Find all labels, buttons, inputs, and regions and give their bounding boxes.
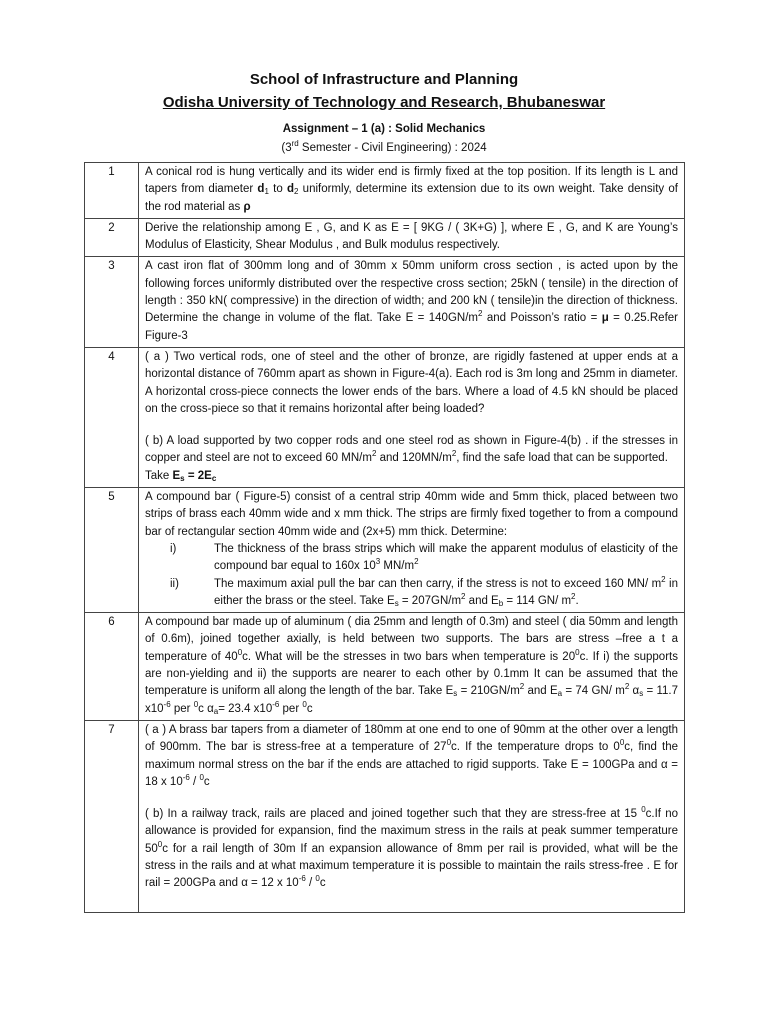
table-row: [85, 257, 685, 347]
semester-line: (3rd Semester - Civil Engineering) : 2024: [281, 139, 487, 154]
table-row: [85, 347, 685, 487]
questions-table: [84, 162, 685, 913]
question-number: 6: [85, 613, 139, 721]
question-part-a: ( a ) A brass bar tapers from a diameter of 180mm at one end to one of 90mm at the other over a length of 900mm. The bar is stress-free at a temperature of $27^0c$. If the temperature drops to $0^0c$, find the maximum normal stress on the bar if the ends are attached to rigid supports. Take E = 100GPa and α = 18 x $10^{-6} / ^0c$: [145, 723, 678, 788]
question-text: [139, 488, 685, 613]
question-part-b: ( b) In a railway track, rails are placed and joined together such that they are stress-free at 15 $^0$c.If no allowance is provided for expansion, find the maximum stress in the rails at peak summer temperature $50^0c$ for a rail length of 30m If an expansion allowance of 8mm per rail is provided, what will be the stress in the rails and at what maximum temperature it is possible to maintain the rails stress-free . E for rail = 200GPa and α = 12 x $10^{-6} / ^0c$: [145, 805, 678, 890]
question-part-a: ( a ) Two vertical rods, one of steel and the other of bronze, are rigidly fastened at upper ends at a horizontal distance of 760mm apart as shown in Figure-4(a). Each rod is 3m long and 25mm in diameter. A horizontal cross-piece connects the lower ends of the bars. Where a load of 4.5 kN should be placed on the cross-piece so that it remains horizontal after being loaded?: [145, 350, 678, 415]
question-text: Derive the relationship among E , G, and K as E = [ 9KG / ( 3K+G) ], where E , G, and K are Young’s Modulus of Elasticity, Shear Modulus , and Bulk modulus respectively.: [139, 218, 685, 257]
university-name: Odisha University of Technology and Research, Bhubaneswar: [162, 94, 606, 111]
document-header: [0, 70, 768, 156]
question-part-b: ( b) A load supported by two copper rods and one steel rod as shown in Figure-4(b) . if the stresses in copper and steel are not to exceed 60 $MN/m^2$ and $120MN/m^2$, find the safe load that can be supported.: [145, 435, 678, 465]
list-item: i) The thickness of the brass strips which will make the apparent modulus of elasticity of the compound bar equal to 160x $10^3$ $MN/m^2$: [170, 542, 678, 573]
question-number: 1: [85, 163, 139, 219]
question-number: 7: [85, 720, 139, 912]
question-number: 5: [85, 488, 139, 613]
question-text: A conical rod is hung vertically and its wider end is firmly fixed at the top position. If its length is L and tapers from diameter $d_1$ to $d_2$ uniformly, determine its extension due to its own weight. Take density of the rod material as ρ: [139, 163, 685, 219]
assignment-title: Assignment – 1 (a) : Solid Mechanics: [282, 123, 486, 135]
question-text: [139, 347, 685, 487]
question-text: A compound bar made up of aluminum ( dia 25mm and length of 0.3m) and steel ( dia 50mm and length of 0.6m), joined together axially, is held between two supports. The bars are stress –free a t a temperature of $40^0c$. What will be the stresses in two bars when temperature is $20^0c$. If i) the supports are non-yielding and ii) the supports are nearer to each other by 0.1mm It can be assumed that the temperature is uniform all along the length of the bar. Take $E_s = 210GN/m^2$ and $E_a = 74$ GN/ $m^2$ $\alpha_s = 11.7$ $x10^{-6}$ per $^0$c $\alpha_a= 23.4$ $x10^{-6}$ per $^0$c: [139, 613, 685, 721]
question-number: 3: [85, 257, 139, 347]
school-name: School of Infrastructure and Planning: [249, 71, 519, 88]
table-row: [85, 488, 685, 613]
table-row: [85, 613, 685, 721]
question-intro: A compound bar ( Figure-5) consist of a central strip 40mm wide and 5mm thick, placed between two strips of brass each 40mm wide and x mm thick. The strips are firmly fixed together to from a compound bar of rectangular section 40mm wide and (2x+5) mm thick. Determine:: [145, 491, 678, 538]
table-row: [85, 163, 685, 219]
question-text: A cast iron flat of 300mm long and of 30mm x 50mm uniform cross section , is acted upon by the following forces uniformly distributed over the respective cross section; 25kN ( tensile) in the direction of length : 350 kN( compressive) in the direction of width; and 200 kN ( tensile)in the direction of thickness. Determine the change in volume of the flat. Take $E = 140GN/m^2$ and Poisson’s ratio = μ = 0.25.Refer Figure-3: [139, 257, 685, 347]
question-number: 4: [85, 347, 139, 487]
table-row: [85, 720, 685, 912]
given-relation: Take $E_s = 2E_c$: [145, 469, 217, 483]
question-text: [139, 720, 685, 912]
list-item: ii) The maximum axial pull the bar can then carry, if the stress is not to exceed 160 MN/ $m^2$ in either the brass or the steel. Take $E_s = 207GN/m^2$ and $E_b = 114$ GN/ $m^2$.: [170, 574, 678, 608]
table-row: [85, 218, 685, 257]
question-number: 2: [85, 218, 139, 257]
